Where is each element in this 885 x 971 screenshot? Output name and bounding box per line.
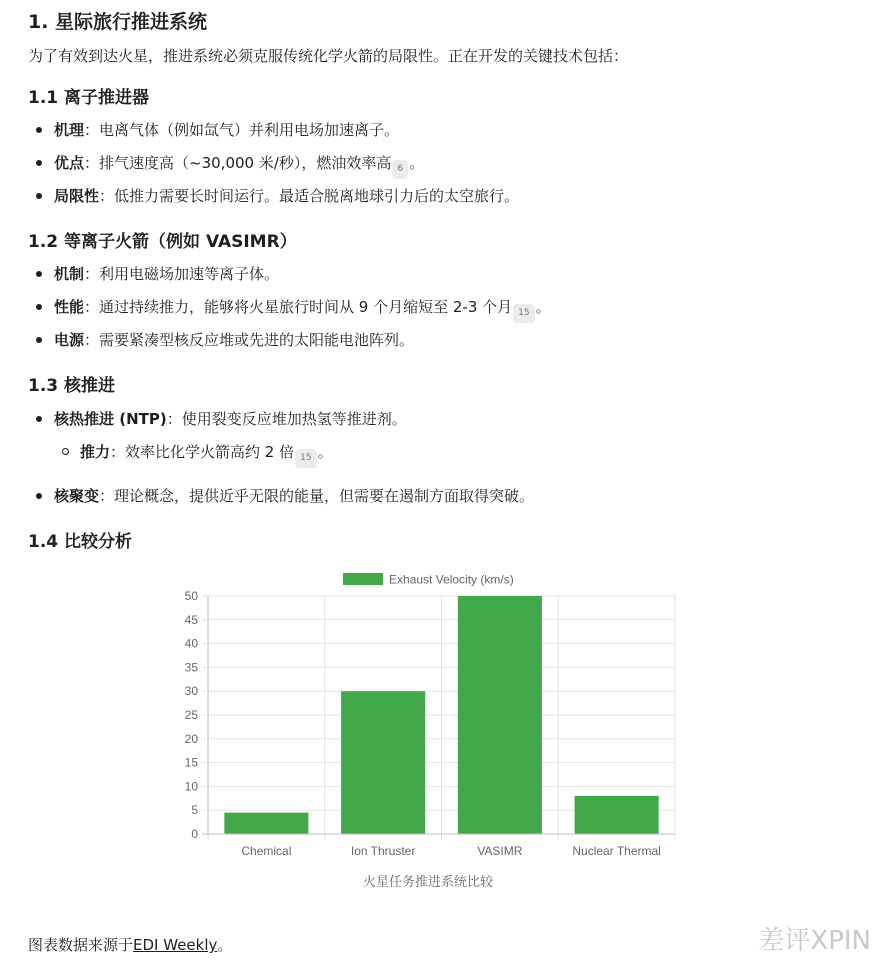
source-link[interactable]: EDI Weekly	[133, 936, 218, 954]
source-prefix: 图表数据来源于	[28, 936, 134, 954]
intro-paragraph: 为了有效到达火星，推进系统必须克服传统化学火箭的局限性。正在开发的关键技术包括：	[28, 47, 629, 65]
item-text: ：低推力需要长时间运行。最适合脱离地球引力后的太空旅行。	[99, 187, 520, 205]
item-key: 局限性	[54, 187, 100, 205]
y-tick-label: 30	[184, 684, 198, 699]
y-tick-label: 15	[184, 755, 198, 770]
list-item	[28, 329, 551, 362]
item-tail: 。	[535, 298, 551, 316]
bar	[458, 596, 542, 834]
bar	[341, 691, 425, 834]
bar	[224, 813, 308, 834]
bar	[575, 796, 659, 834]
list-item	[28, 296, 551, 329]
item-key: 优点	[54, 154, 85, 172]
item-tail: 。	[317, 443, 333, 461]
section-title-nuclear: 1.3 核推进	[28, 376, 116, 396]
list-item	[28, 485, 534, 518]
y-tick-label: 50	[184, 589, 198, 603]
chart-container	[28, 560, 858, 900]
citation-badge[interactable]: 15	[295, 449, 316, 468]
x-tick-label: Nuclear Thermal	[572, 844, 661, 858]
item-text: ：理论概念，提供近乎无限的能量，但需要在遏制方面取得突破。	[99, 487, 535, 505]
item-key: 核聚变	[54, 487, 100, 505]
item-key: 推力	[80, 443, 111, 461]
legend-swatch	[343, 573, 383, 585]
legend[interactable]	[343, 573, 514, 587]
x-tick-label: VASIMR	[477, 844, 523, 858]
y-tick-label: 20	[184, 731, 198, 746]
chart-caption: 火星任务推进系统比较	[362, 875, 494, 890]
y-tick-label: 25	[184, 708, 198, 722]
source-note	[28, 934, 232, 956]
section-title-ion: 1.1 离子推进器	[28, 88, 150, 108]
x-tick-label: Chemical	[241, 844, 292, 858]
list-item	[28, 185, 519, 218]
item-key: 性能	[54, 298, 85, 316]
section-list-nuclear	[28, 408, 534, 518]
list-item	[28, 152, 519, 185]
item-text: ：利用电磁场加速等离子体。	[84, 265, 280, 283]
section-title-plasma: 1.2 等离子火箭（例如 VASIMR）	[28, 232, 297, 252]
y-tick-label: 5	[191, 803, 198, 818]
section-list-plasma	[28, 263, 551, 362]
item-key: 机理	[54, 121, 85, 139]
item-text: ：电离气体（例如氙气）并利用电场加速离子。	[84, 121, 400, 139]
item-tail: 。	[409, 154, 425, 172]
y-tick-label: 10	[184, 779, 198, 794]
source-suffix: 。	[217, 936, 233, 954]
list-item	[28, 263, 551, 296]
item-key: 电源	[54, 331, 85, 349]
section-list-ion	[28, 119, 519, 218]
legend-label: Exhaust Velocity (km/s)	[389, 572, 514, 587]
watermark: 差评XPIN	[758, 926, 871, 956]
item-text: ：使用裂变反应堆加热氢等推进剂。	[166, 410, 407, 428]
list-item	[28, 119, 519, 152]
list-item	[28, 408, 534, 441]
item-text: ：需要紧凑型核反应堆或先进的太阳能电池阵列。	[84, 331, 415, 349]
citation-badge[interactable]: 6	[392, 160, 408, 179]
item-text: ：效率比化学火箭高约 2 倍	[110, 443, 295, 461]
bar-chart	[28, 560, 858, 900]
page-title: 1. 星际旅行推进系统	[28, 11, 208, 33]
section-title-comparison: 1.4 比较分析	[28, 532, 133, 552]
sub-list-item	[28, 441, 534, 474]
citation-badge[interactable]: 15	[513, 304, 534, 323]
item-text: ：排气速度高（~30,000 米/秒），燃油效率高	[84, 154, 392, 172]
y-tick-label: 45	[184, 612, 198, 627]
y-tick-label: 40	[184, 636, 198, 651]
item-key: 机制	[54, 265, 85, 283]
item-text: ：通过持续推力，能够将火星旅行时间从 9 个月缩短至 2-3 个月	[84, 298, 513, 316]
x-tick-label: Ion Thruster	[350, 844, 416, 858]
y-tick-label: 0	[191, 827, 198, 841]
y-tick-label: 35	[184, 660, 198, 675]
item-key: 核热推进 (NTP)	[54, 410, 167, 428]
